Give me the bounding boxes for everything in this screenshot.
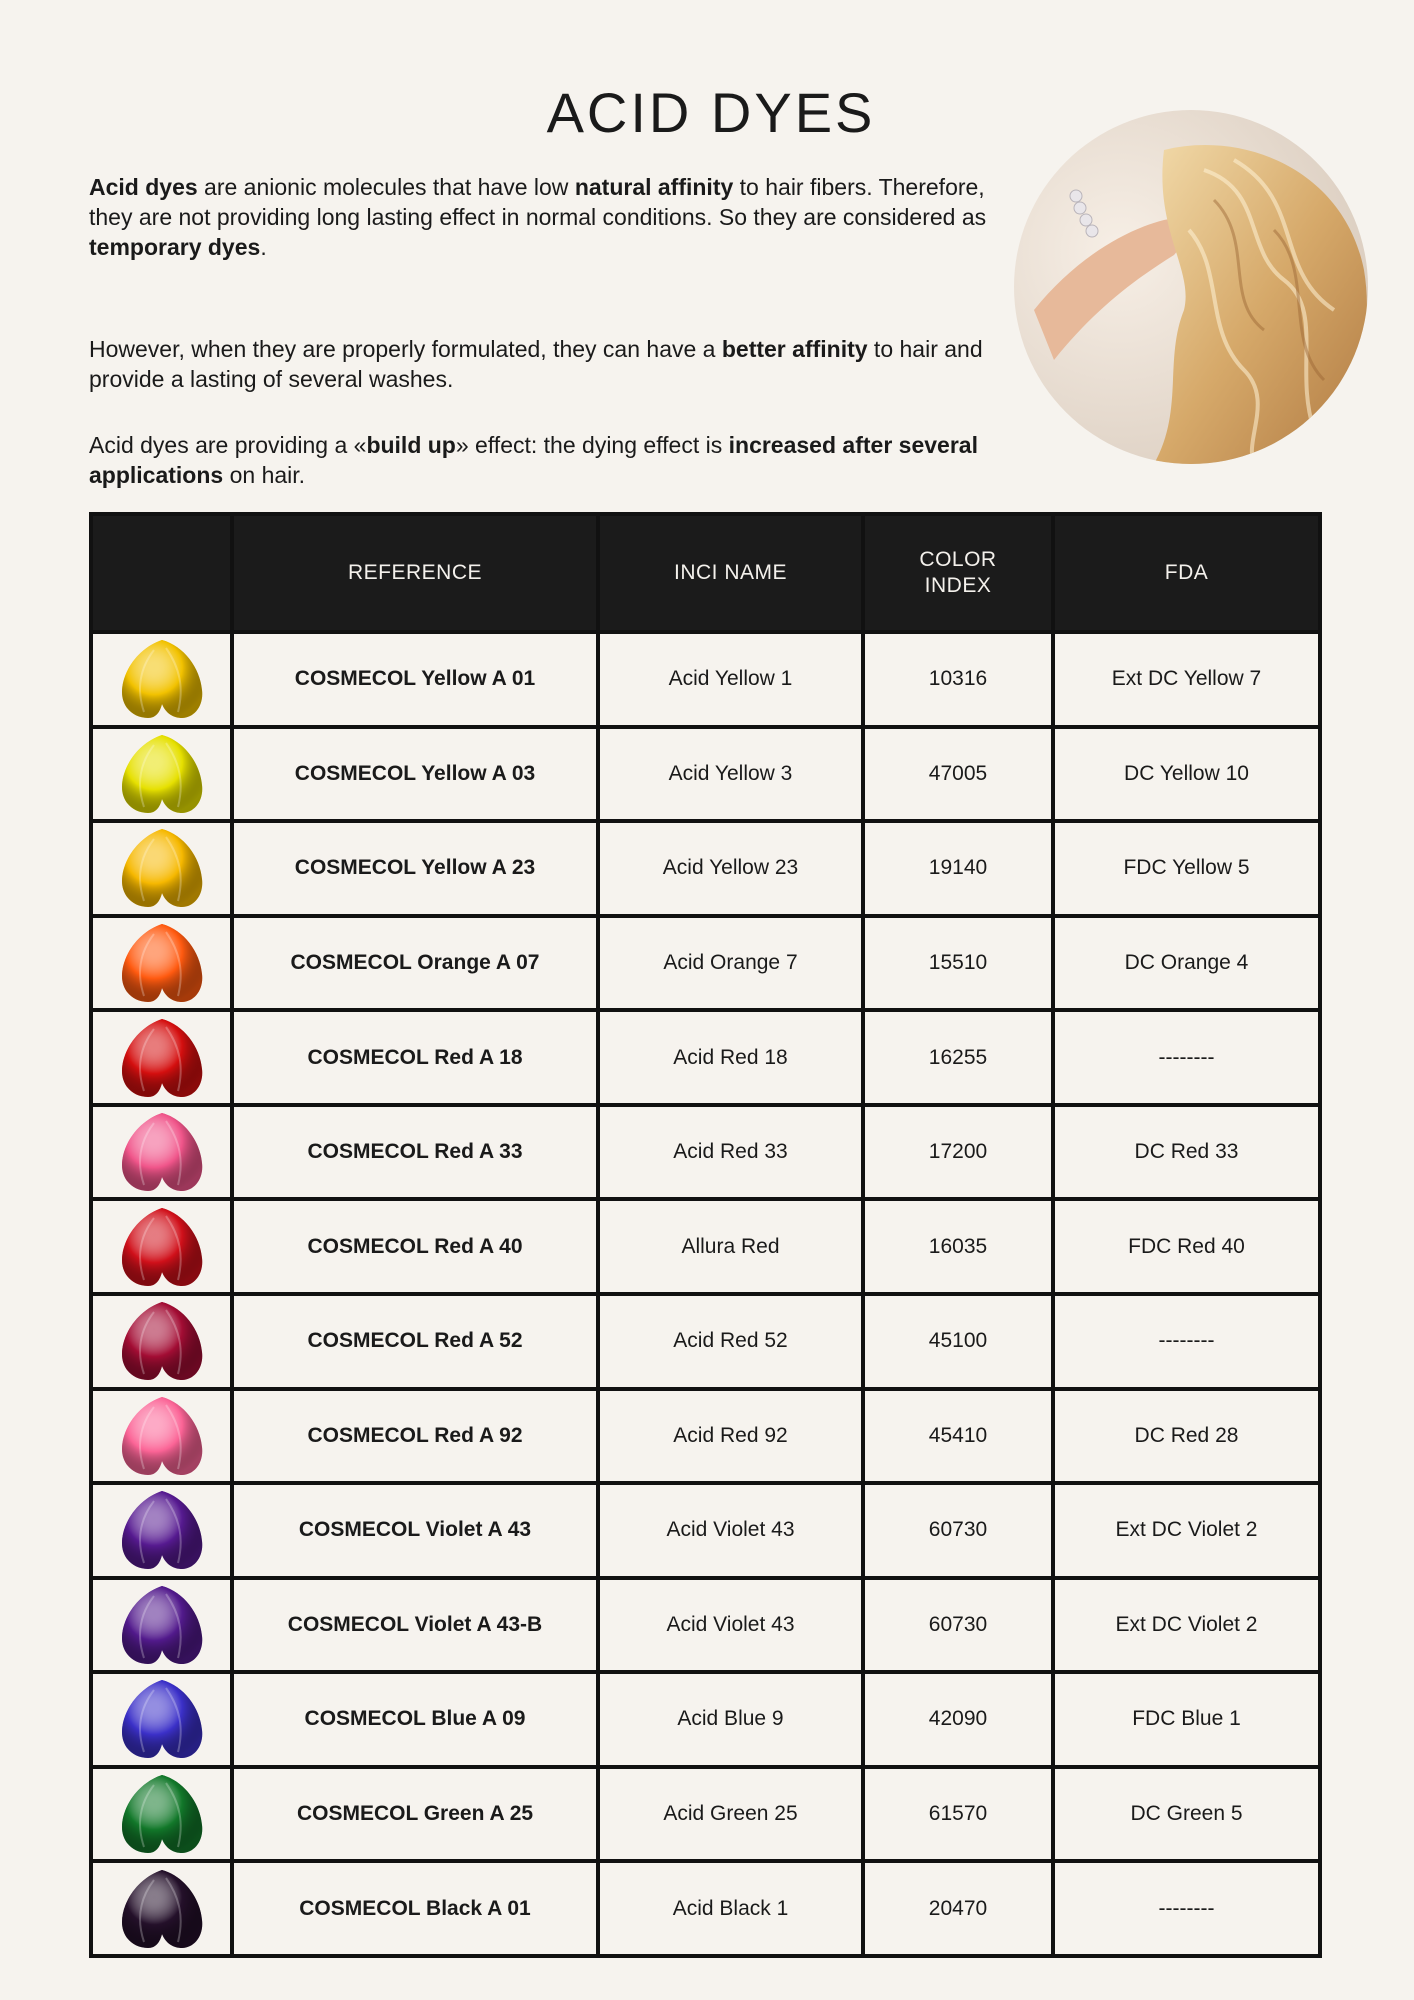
hair-swatch-cell [91, 1578, 232, 1673]
hair-swatch-cell [91, 821, 232, 916]
hair-swatch-cell [91, 632, 232, 727]
color-index-cell: 16255 [863, 1010, 1053, 1105]
color-index-cell: 60730 [863, 1578, 1053, 1673]
hair-swatch-icon [118, 1111, 206, 1193]
body-text: on hair. [223, 462, 306, 488]
inci-name-cell: Acid Green 25 [598, 1767, 863, 1862]
color-index-cell: 47005 [863, 727, 1053, 822]
inci-name-cell: Acid Yellow 23 [598, 821, 863, 916]
reference-cell: COSMECOL Blue A 09 [232, 1672, 598, 1767]
fda-cell: Ext DC Yellow 7 [1053, 632, 1320, 727]
table-row [91, 727, 1320, 822]
inci-name-cell: Acid Yellow 3 [598, 727, 863, 822]
inci-name-cell: Acid Violet 43 [598, 1483, 863, 1578]
reference-cell: COSMECOL Black A 01 [232, 1861, 598, 1956]
fda-cell: FDC Yellow 5 [1053, 821, 1320, 916]
color-index-cell: 42090 [863, 1672, 1053, 1767]
emphasis-text: increased after several applications [89, 432, 978, 488]
hair-swatch-cell [91, 1483, 232, 1578]
hair-swatch-cell [91, 1672, 232, 1767]
emphasis-text: natural affinity [574, 174, 734, 200]
fda-cell: DC Green 5 [1053, 1767, 1320, 1862]
color-index-cell: 20470 [863, 1861, 1053, 1956]
hair-swatch-cell [91, 1389, 232, 1484]
intro-paragraph-1 [89, 172, 1019, 262]
fda-cell: Ext DC Violet 2 [1053, 1483, 1320, 1578]
body-text: » effect: the dying effect is [455, 432, 729, 458]
fda-cell: DC Orange 4 [1053, 916, 1320, 1011]
fda-cell: -------- [1053, 1294, 1320, 1389]
reference-cell: COSMECOL Violet A 43 [232, 1483, 598, 1578]
inci-name-cell: Acid Black 1 [598, 1861, 863, 1956]
reference-cell: COSMECOL Green A 25 [232, 1767, 598, 1862]
fda-cell: Ext DC Violet 2 [1053, 1578, 1320, 1673]
color-index-cell: 17200 [863, 1105, 1053, 1200]
inci-name-cell: Acid Red 92 [598, 1389, 863, 1484]
color-index-cell: 45410 [863, 1389, 1053, 1484]
inci-name-cell: Acid Orange 7 [598, 916, 863, 1011]
hair-swatch-icon [118, 638, 206, 720]
hair-swatch-icon [118, 1017, 206, 1099]
table-row [91, 916, 1320, 1011]
header-inci-name: INCI NAME [598, 514, 863, 632]
body-text: However, when they are properly formulated, they can have a [89, 336, 722, 362]
hair-swatch-icon [118, 922, 206, 1004]
table-row [91, 632, 1320, 727]
hair-swatch-icon [118, 1489, 206, 1571]
reference-cell: COSMECOL Yellow A 23 [232, 821, 598, 916]
header-swatch [91, 514, 232, 632]
hair-swatch-icon [118, 1773, 206, 1855]
table-row [91, 1294, 1320, 1389]
emphasis-text: build up [366, 432, 456, 458]
table-row [91, 1199, 1320, 1294]
reference-cell: COSMECOL Red A 18 [232, 1010, 598, 1105]
table-row [91, 1105, 1320, 1200]
body-text: are anionic molecules that have low [197, 174, 575, 200]
blonde-hair-photo [1014, 110, 1368, 464]
inci-name-cell: Allura Red [598, 1199, 863, 1294]
table-row [91, 1389, 1320, 1484]
fda-cell: FDC Red 40 [1053, 1199, 1320, 1294]
hair-swatch-cell [91, 1294, 232, 1389]
emphasis-text: better affinity [721, 336, 868, 362]
inci-name-cell: Acid Red 18 [598, 1010, 863, 1105]
intro-paragraph-3 [89, 430, 1019, 490]
inci-name-cell: Acid Violet 43 [598, 1578, 863, 1673]
color-index-cell: 15510 [863, 916, 1053, 1011]
body-text: to hair and provide a lasting of several washes. [89, 336, 983, 392]
header-fda: FDA [1053, 514, 1320, 632]
inci-name-cell: Acid Red 52 [598, 1294, 863, 1389]
reference-cell: COSMECOL Violet A 43-B [232, 1578, 598, 1673]
hair-swatch-cell [91, 1767, 232, 1862]
inci-name-cell: Acid Red 33 [598, 1105, 863, 1200]
hair-swatch-cell [91, 727, 232, 822]
fda-cell: -------- [1053, 1861, 1320, 1956]
body-text: Acid dyes are providing a « [89, 432, 367, 458]
emphasis-text: temporary dyes [89, 234, 261, 260]
table-row [91, 1861, 1320, 1956]
hair-swatch-icon [118, 1584, 206, 1666]
header-reference: REFERENCE [232, 514, 598, 632]
fda-cell: DC Red 33 [1053, 1105, 1320, 1200]
reference-cell: COSMECOL Orange A 07 [232, 916, 598, 1011]
hair-swatch-icon [118, 1206, 206, 1288]
color-index-cell: 10316 [863, 632, 1053, 727]
reference-cell: COSMECOL Yellow A 01 [232, 632, 598, 727]
body-text: . [260, 234, 267, 260]
reference-cell: COSMECOL Red A 52 [232, 1294, 598, 1389]
acid-dyes-table [89, 512, 1322, 1958]
color-index-cell: 45100 [863, 1294, 1053, 1389]
header-color-index [863, 514, 1053, 632]
emphasis-text: Acid dyes [89, 174, 198, 200]
fda-cell: -------- [1053, 1010, 1320, 1105]
body-text: to hair fibers. Therefore, they are not providing long lasting effect in normal conditions. So they are considered as [89, 174, 987, 230]
hair-swatch-cell [91, 1010, 232, 1105]
header-color-index-line2: INDEX [924, 574, 992, 597]
page-title: ACID DYES [546, 81, 876, 144]
color-index-cell: 61570 [863, 1767, 1053, 1862]
color-index-cell: 60730 [863, 1483, 1053, 1578]
reference-cell: COSMECOL Red A 92 [232, 1389, 598, 1484]
table-row [91, 1767, 1320, 1862]
table-row [91, 1578, 1320, 1673]
table-row [91, 1010, 1320, 1105]
inci-name-cell: Acid Yellow 1 [598, 632, 863, 727]
table-row [91, 1483, 1320, 1578]
inci-name-cell: Acid Blue 9 [598, 1672, 863, 1767]
table-header-row [91, 514, 1320, 632]
reference-cell: COSMECOL Yellow A 03 [232, 727, 598, 822]
table-row [91, 1672, 1320, 1767]
hair-swatch-cell [91, 916, 232, 1011]
table-row [91, 821, 1320, 916]
hair-swatch-cell [91, 1861, 232, 1956]
hair-swatch-icon [118, 827, 206, 909]
fda-cell: FDC Blue 1 [1053, 1672, 1320, 1767]
color-index-cell: 16035 [863, 1199, 1053, 1294]
fda-cell: DC Red 28 [1053, 1389, 1320, 1484]
hair-swatch-icon [118, 1300, 206, 1382]
reference-cell: COSMECOL Red A 40 [232, 1199, 598, 1294]
hair-swatch-icon [118, 1868, 206, 1950]
color-index-cell: 19140 [863, 821, 1053, 916]
header-color-index-line1: COLOR [919, 548, 997, 571]
reference-cell: COSMECOL Red A 33 [232, 1105, 598, 1200]
hair-swatch-cell [91, 1105, 232, 1200]
hair-swatch-icon [118, 733, 206, 815]
hair-swatch-cell [91, 1199, 232, 1294]
hair-swatch-icon [118, 1678, 206, 1760]
hair-swatch-icon [118, 1395, 206, 1477]
fda-cell: DC Yellow 10 [1053, 727, 1320, 822]
intro-paragraph-2 [89, 334, 1019, 394]
